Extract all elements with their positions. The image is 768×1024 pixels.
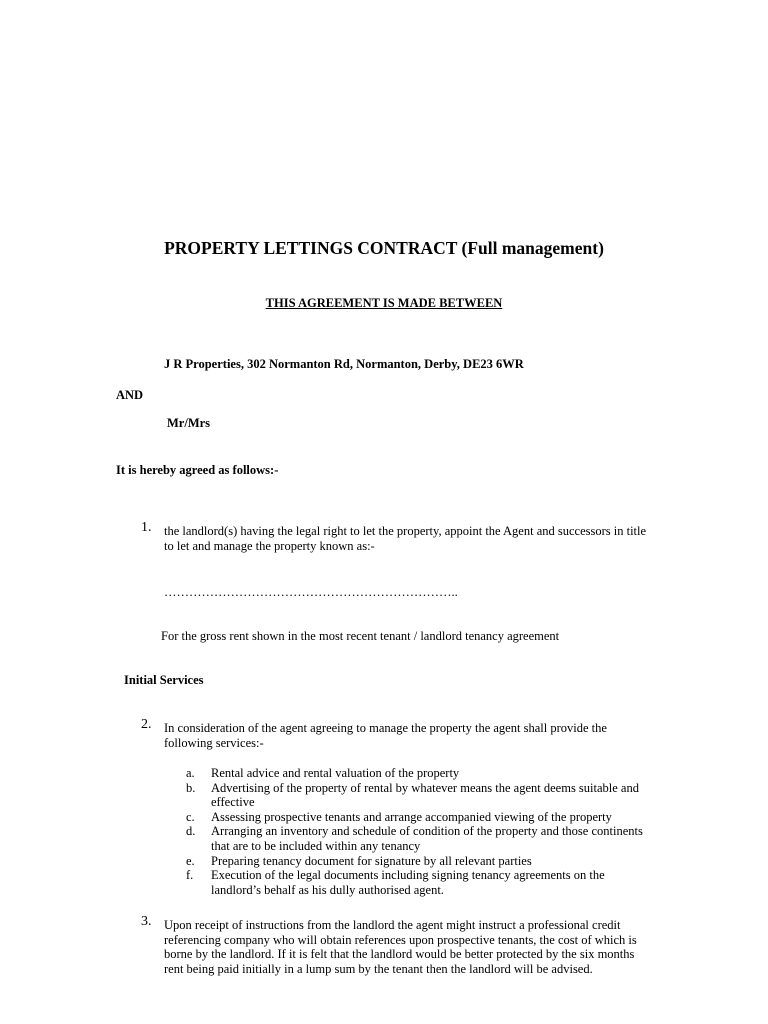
- list-item: [186, 766, 656, 781]
- clause-number: 2.: [141, 717, 152, 732]
- list-item: [186, 824, 656, 853]
- service-text: Assessing prospective tenants and arrange accompanied viewing of the property: [211, 809, 612, 824]
- service-text: Rental advice and rental valuation of the property: [211, 766, 460, 780]
- list-marker: e.: [186, 853, 195, 868]
- clause-number: 3.: [141, 914, 152, 929]
- document-title: PROPERTY LETTINGS CONTRACT (Full management): [164, 238, 604, 258]
- service-text: Preparing tenancy document for signature by all relevant parties: [211, 853, 532, 868]
- clause-text: Upon receipt of instructions from the landlord the agent might instruct a professional credit referencing company who will obtain references upon prospective tenants, the cost of which is borne by the landlord. If it is felt that the landlord would be better protected by the six months rent being paid initially in a lump sum by the tenant then the landlord will be advised.: [164, 918, 637, 976]
- list-marker: d.: [186, 824, 196, 839]
- agreed-heading: It is hereby agreed as follows:-: [116, 463, 279, 477]
- agreement-subtitle: THIS AGREEMENT IS MADE BETWEEN: [265, 296, 503, 310]
- party-agent: J R Properties, 302 Normanton Rd, Normanton, Derby, DE23 6WR: [164, 357, 524, 371]
- list-item: [186, 854, 656, 869]
- list-marker: f.: [186, 868, 194, 883]
- clause-text: the landlord(s) having the legal right to let the property, appoint the Agent and successors in title to let and manage the property known as:-: [164, 524, 647, 553]
- clause-number: 1.: [141, 520, 152, 535]
- list-item: [186, 868, 656, 897]
- party-landlord: Mr/Mrs: [167, 416, 211, 430]
- gross-rent-text: For the gross rent shown in the most recent tenant / landlord tenancy agreement: [161, 629, 560, 643]
- list-item: [186, 810, 656, 825]
- list-item: [186, 781, 656, 810]
- clause-text: In consideration of the agent agreeing to manage the property the agent shall provide the following services:-: [164, 721, 607, 750]
- service-text: Arranging an inventory and schedule of condition of the property and those continents that are to be included within any tenancy: [211, 824, 643, 853]
- service-text: Execution of the legal documents including signing tenancy agreements on the landlord’s behalf as his dully authorised agent.: [211, 868, 605, 897]
- service-text: Advertising of the property of rental by whatever means the agent deems suitable and effective: [211, 780, 639, 810]
- list-marker: c.: [186, 809, 195, 824]
- property-address-blank: ……………………………………………………………..: [164, 585, 458, 599]
- list-marker: b.: [186, 780, 196, 795]
- list-marker: a.: [186, 766, 195, 780]
- initial-services-heading: Initial Services: [124, 673, 204, 687]
- services-list: [186, 766, 656, 897]
- and-label: AND: [116, 388, 144, 402]
